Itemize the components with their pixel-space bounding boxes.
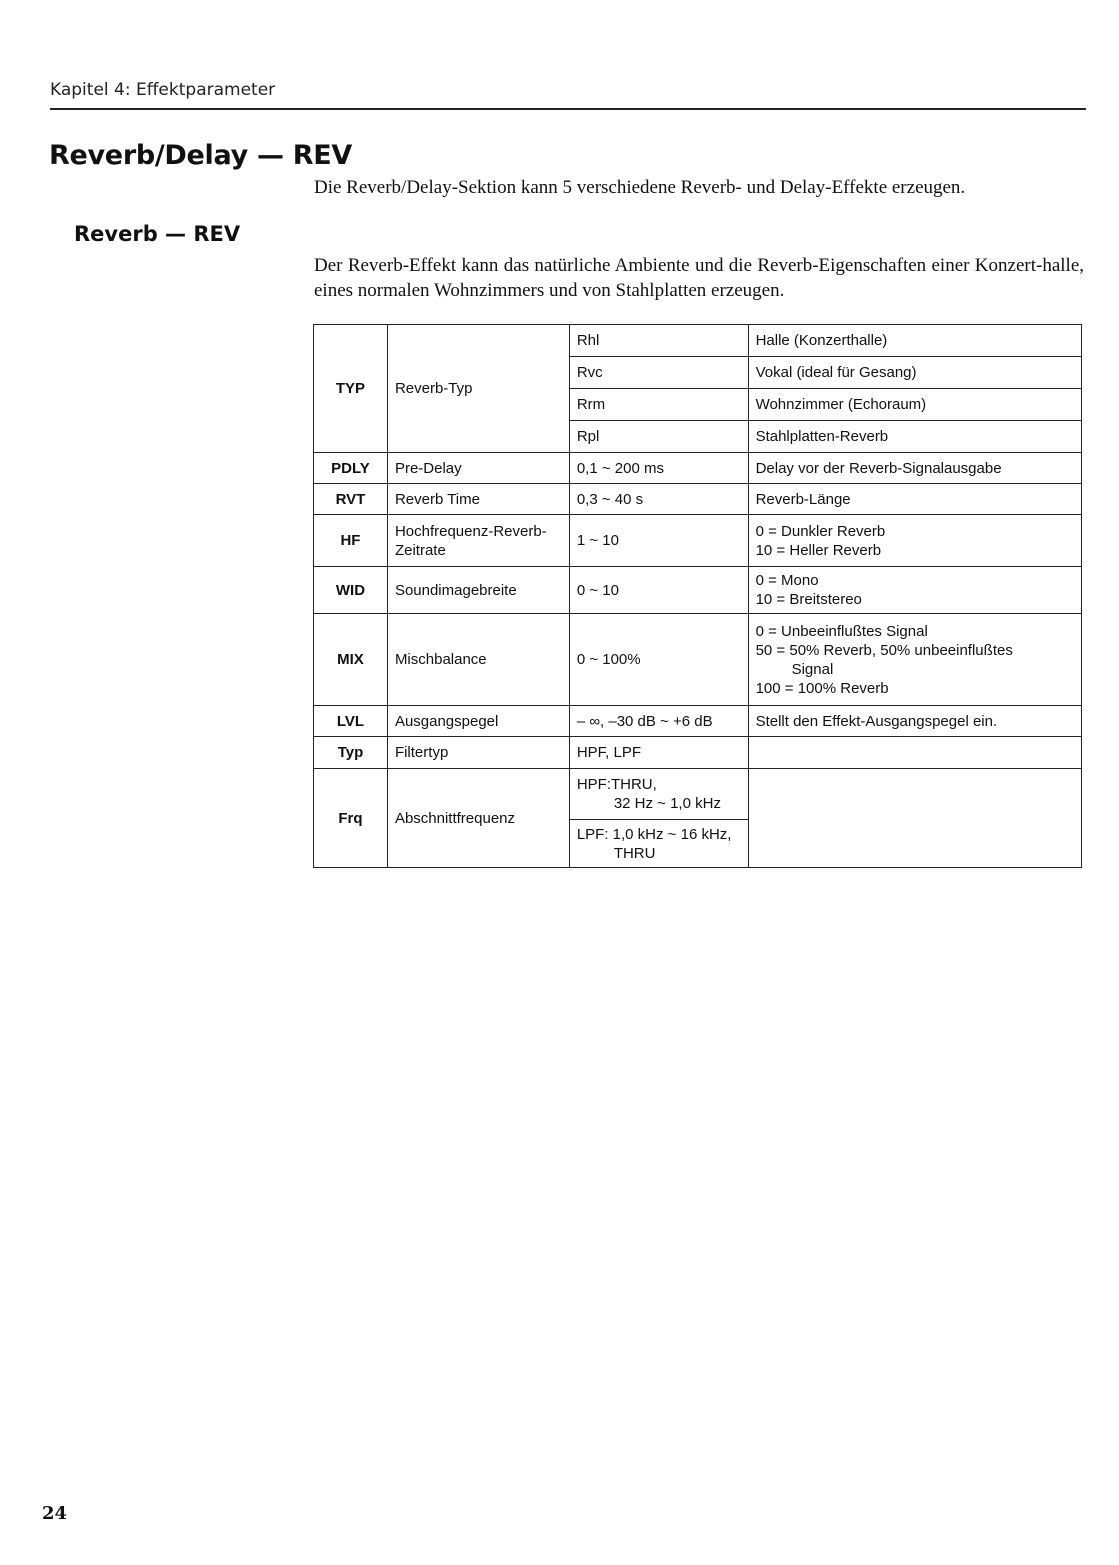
param-abbr: WID bbox=[314, 567, 388, 614]
param-desc: Delay vor der Reverb-Signalausgabe bbox=[748, 453, 1081, 484]
param-range: 0,3 ~ 40 s bbox=[569, 484, 748, 515]
param-abbr: RVT bbox=[314, 484, 388, 515]
desc-line: 10 = Breitstereo bbox=[755, 591, 862, 608]
param-name: Reverb Time bbox=[387, 484, 569, 515]
param-desc: Stahlplatten-Reverb bbox=[748, 421, 1081, 453]
param-range: – ∞, –30 dB ~ +6 dB bbox=[569, 706, 748, 737]
param-range: 0,1 ~ 200 ms bbox=[569, 453, 748, 484]
param-desc: Vokal (ideal für Gesang) bbox=[748, 357, 1081, 389]
param-desc bbox=[748, 614, 1081, 706]
table-row bbox=[314, 614, 1082, 706]
param-range: 1 ~ 10 bbox=[569, 515, 748, 567]
param-name: Reverb-Typ bbox=[387, 325, 569, 453]
param-name: Pre-Delay bbox=[387, 453, 569, 484]
table-row bbox=[314, 567, 1082, 614]
header-rule bbox=[50, 108, 1086, 110]
param-name: Abschnittfrequenz bbox=[387, 769, 569, 868]
table-row bbox=[314, 769, 1082, 820]
table-row bbox=[314, 737, 1082, 769]
param-desc bbox=[748, 737, 1081, 769]
range-line: HPF:THRU, bbox=[576, 776, 657, 793]
page-number: 24 bbox=[42, 1503, 68, 1524]
desc-line: 0 = Unbeeinflußtes Signal bbox=[755, 622, 928, 640]
section-title: Reverb/Delay — REV bbox=[49, 140, 353, 171]
param-abbr: LVL bbox=[314, 706, 388, 737]
table-row bbox=[314, 484, 1082, 515]
chapter-header: Kapitel 4: Effektparameter bbox=[50, 80, 276, 100]
param-desc: Stellt den Effekt-Ausgangspegel ein. bbox=[748, 706, 1081, 737]
desc-line: 0 = Mono bbox=[755, 572, 819, 589]
param-range: HPF, LPF bbox=[569, 737, 748, 769]
param-desc bbox=[748, 515, 1081, 567]
param-value: Rpl bbox=[569, 421, 748, 453]
desc-line: 100 = 100% Reverb bbox=[755, 679, 889, 697]
param-desc bbox=[748, 567, 1081, 614]
desc-line: 50 = 50% Reverb, 50% unbeeinflußtes bbox=[755, 641, 1013, 659]
param-range: 0 ~ 100% bbox=[569, 614, 748, 706]
param-abbr: Typ bbox=[314, 737, 388, 769]
param-range bbox=[569, 769, 748, 820]
param-desc: Reverb-Länge bbox=[748, 484, 1081, 515]
param-range: 0 ~ 10 bbox=[569, 567, 748, 614]
param-name: Filtertyp bbox=[387, 737, 569, 769]
param-abbr: MIX bbox=[314, 614, 388, 706]
range-line: 32 Hz ~ 1,0 kHz bbox=[613, 795, 721, 812]
table-row bbox=[314, 706, 1082, 737]
param-value: Rrm bbox=[569, 389, 748, 421]
param-name: Ausgangspegel bbox=[387, 706, 569, 737]
param-value: Rhl bbox=[569, 325, 748, 357]
parameter-table bbox=[313, 324, 1082, 868]
param-name: Mischbalance bbox=[387, 614, 569, 706]
param-range bbox=[569, 820, 748, 868]
param-abbr: Frq bbox=[314, 769, 388, 868]
param-desc: Wohnzimmer (Echoraum) bbox=[748, 389, 1081, 421]
desc-line: Signal bbox=[791, 660, 834, 678]
desc-line: 10 = Heller Reverb bbox=[755, 541, 882, 559]
param-name-line: Hochfrequenz-Reverb- bbox=[394, 522, 547, 540]
intro-text: Die Reverb/Delay-Sektion kann 5 verschiedene Reverb- und Delay-Effekte erzeugen. bbox=[314, 177, 966, 198]
range-line: THRU bbox=[613, 844, 656, 862]
desc-line: 0 = Dunkler Reverb bbox=[755, 522, 886, 540]
param-value: Rvc bbox=[569, 357, 748, 389]
param-abbr: TYP bbox=[314, 325, 388, 453]
param-abbr: PDLY bbox=[314, 453, 388, 484]
table-row bbox=[314, 325, 1082, 357]
param-name bbox=[387, 515, 569, 567]
description-paragraph: Der Reverb-Effekt kann das natürliche Ambiente und die Reverb-Eigenschaften einer Konzert-halle, eines normalen Wohnzimmers und von Stahlplatten erzeugen. bbox=[314, 255, 1084, 301]
param-desc bbox=[748, 769, 1081, 868]
table-row bbox=[314, 515, 1082, 567]
subsection-title: Reverb — REV bbox=[74, 222, 241, 246]
param-name-line: Zeitrate bbox=[394, 541, 446, 559]
param-abbr: HF bbox=[314, 515, 388, 567]
param-desc: Halle (Konzerthalle) bbox=[748, 325, 1081, 357]
param-name: Soundimagebreite bbox=[387, 567, 569, 614]
range-line: LPF: 1,0 kHz ~ 16 kHz, bbox=[576, 825, 732, 843]
table-row bbox=[314, 453, 1082, 484]
